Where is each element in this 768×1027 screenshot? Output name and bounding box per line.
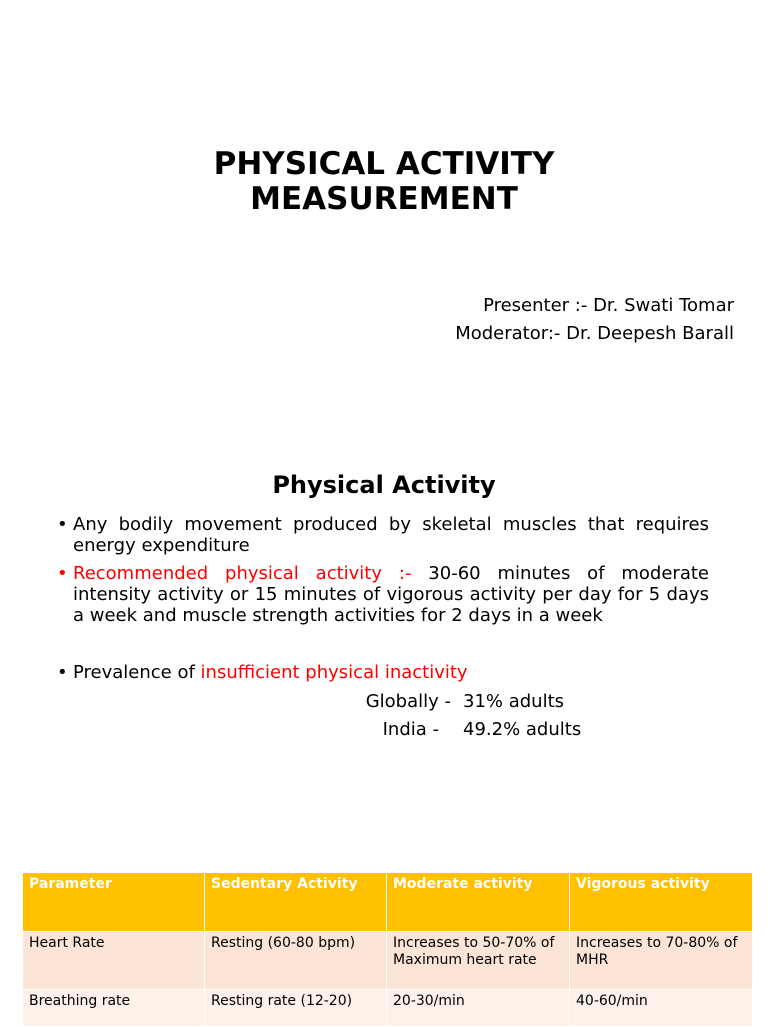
presenter-block bbox=[455, 292, 734, 348]
table-header-cell: Parameter bbox=[23, 873, 205, 932]
bullet-recommended bbox=[57, 563, 709, 626]
table-row bbox=[23, 990, 753, 1027]
table-cell: 20-30/min bbox=[387, 990, 570, 1027]
table-header-cell: Moderate activity bbox=[387, 873, 570, 932]
bullet-dot: • bbox=[57, 514, 68, 535]
table-cell: 40-60/min bbox=[570, 990, 753, 1027]
bullet-dot: • bbox=[57, 662, 68, 683]
bullet-prevalence-prefix: Prevalence of bbox=[73, 662, 201, 683]
bullet-list bbox=[57, 514, 709, 683]
slide-title-line-1: PHYSICAL ACTIVITY bbox=[213, 146, 555, 182]
moderator-line: Moderator:- Dr. Deepesh Barall bbox=[455, 323, 734, 344]
stat-india-label: India - bbox=[382, 719, 439, 740]
table-header-cell: Sedentary Activity bbox=[205, 873, 387, 932]
table-cell: Breathing rate bbox=[23, 990, 205, 1027]
table-row bbox=[23, 932, 753, 990]
bullet-definition-text: Any bodily movement produced by skeletal muscles that requires energy expenditure bbox=[73, 514, 709, 556]
presenter-line: Presenter :- Dr. Swati Tomar bbox=[483, 295, 734, 316]
bullet-recommended-text: 30-60 minutes of moderate intensity activity or 15 minutes of vigorous activity per day for 5 days a week and muscle strength activities for 2 days in a week bbox=[73, 563, 709, 626]
stat-global-label: Globally - bbox=[365, 691, 451, 712]
table-cell: Resting rate (12-20) bbox=[205, 990, 387, 1027]
table-header-row bbox=[23, 873, 753, 932]
stat-india-value: 49.2% adults bbox=[463, 719, 582, 740]
stat-global-value: 31% adults bbox=[463, 691, 565, 712]
bullet-prevalence bbox=[57, 662, 709, 683]
bullet-recommended-label: Recommended physical activity :- bbox=[73, 563, 412, 584]
table-cell: Increases to 50-70% of Maximum heart rate bbox=[387, 932, 570, 990]
slide-title bbox=[0, 147, 768, 217]
activity-parameters-table bbox=[22, 872, 753, 1027]
table-cell: Resting (60-80 bpm) bbox=[205, 932, 387, 990]
slide-title-line-2: MEASUREMENT bbox=[250, 181, 518, 217]
section-title: Physical Activity bbox=[272, 471, 496, 499]
table-cell: Heart Rate bbox=[23, 932, 205, 990]
bullet-definition bbox=[57, 514, 709, 556]
bullet-prevalence-highlight: insufficient physical inactivity bbox=[200, 662, 468, 683]
table-cell: Increases to 70-80% of MHR bbox=[570, 932, 753, 990]
bullet-dot: • bbox=[57, 563, 68, 584]
table-header-cell: Vigorous activity bbox=[570, 873, 753, 932]
